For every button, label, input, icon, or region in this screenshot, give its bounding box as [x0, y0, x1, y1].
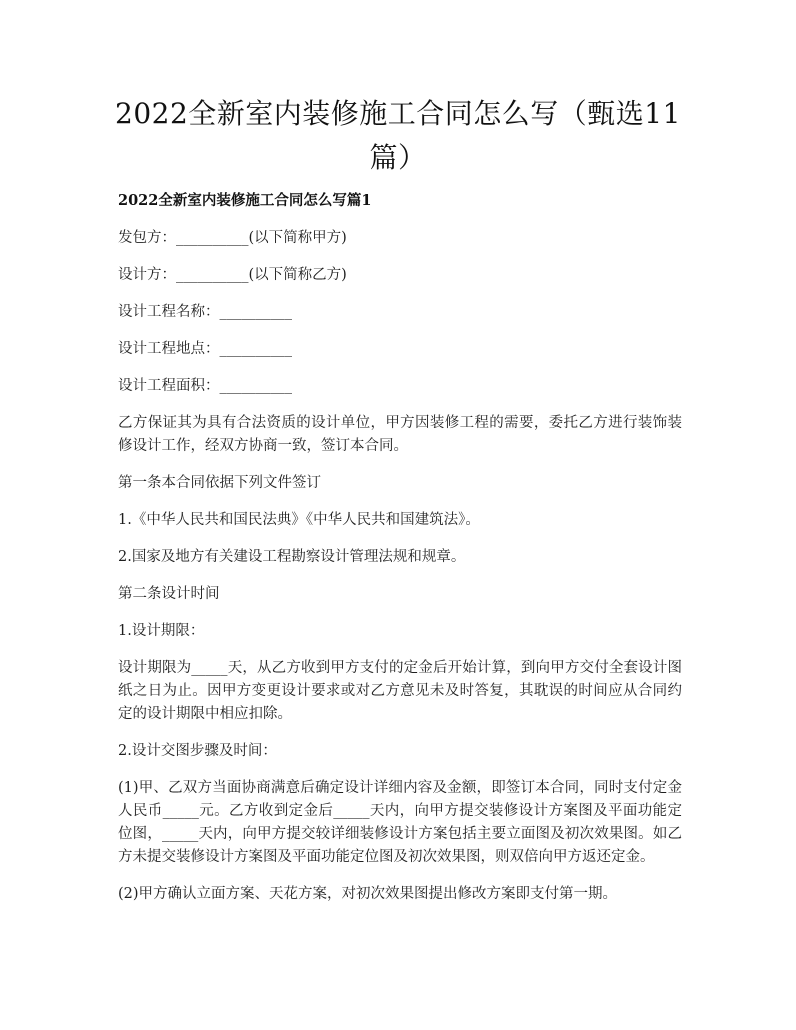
- project-location-line: 设计工程地点：__________: [118, 341, 292, 357]
- delivery-step-1: (1)甲、乙双方当面协商满意后确定设计详细内容及金额，即签订本合同，同时支付定金人民币_____元。乙方收到定金后_____天内，向甲方提交装修设计方案图及平面功能定位图，_____天内，向甲方提交较详细装修设计方案包括主要立面图及初次效果图。如乙方未提交装修设计方案图及平面功能定位图及初次效果图，则双倍向甲方返还定金。: [118, 780, 682, 865]
- article-1-item-2: 2.国家及地方有关建设工程勘察设计管理法规和规章。: [118, 549, 466, 565]
- document-body: [118, 190, 682, 920]
- party-b-line: 设计方：__________(以下简称乙方): [118, 267, 347, 283]
- delivery-steps-label: 2.设计交图步骤及时间：: [118, 743, 277, 759]
- article-1-item-1: 1.《中华人民共和国民法典》《中华人民共和国建筑法》。: [118, 512, 480, 528]
- title-line-1: 2022全新室内装修施工合同怎么写（甄选11: [115, 97, 681, 130]
- article-2-heading: 第二条设计时间: [118, 586, 220, 602]
- article-1-heading: 第一条本合同依据下列文件签订: [118, 475, 321, 491]
- intro-paragraph: 乙方保证其为具有合法资质的设计单位，甲方因装修工程的需要，委托乙方进行装饰装修设计工作，经双方协商一致，签订本合同。: [118, 415, 682, 454]
- project-name-line: 设计工程名称：__________: [118, 304, 292, 320]
- design-period-paragraph: 设计期限为_____天，从乙方收到甲方支付的定金后开始计算，到向甲方交付全套设计图纸之日为止。因甲方变更设计要求或对乙方意见未及时答复，其耽误的时间应从合同约定的设计期限中相应扣除。: [118, 660, 682, 722]
- project-area-line: 设计工程面积：__________: [118, 378, 292, 394]
- design-period-label: 1.设计期限：: [118, 623, 205, 639]
- party-a-line: 发包方：__________(以下简称甲方): [118, 230, 347, 246]
- delivery-step-2: (2)甲方确认立面方案、天花方案，对初次效果图提出修改方案即支付第一期。: [118, 886, 618, 902]
- title-line-2: 篇）: [369, 141, 427, 174]
- section-heading: 2022全新室内装修施工合同怎么写篇1: [118, 192, 372, 209]
- document-title: [100, 92, 696, 180]
